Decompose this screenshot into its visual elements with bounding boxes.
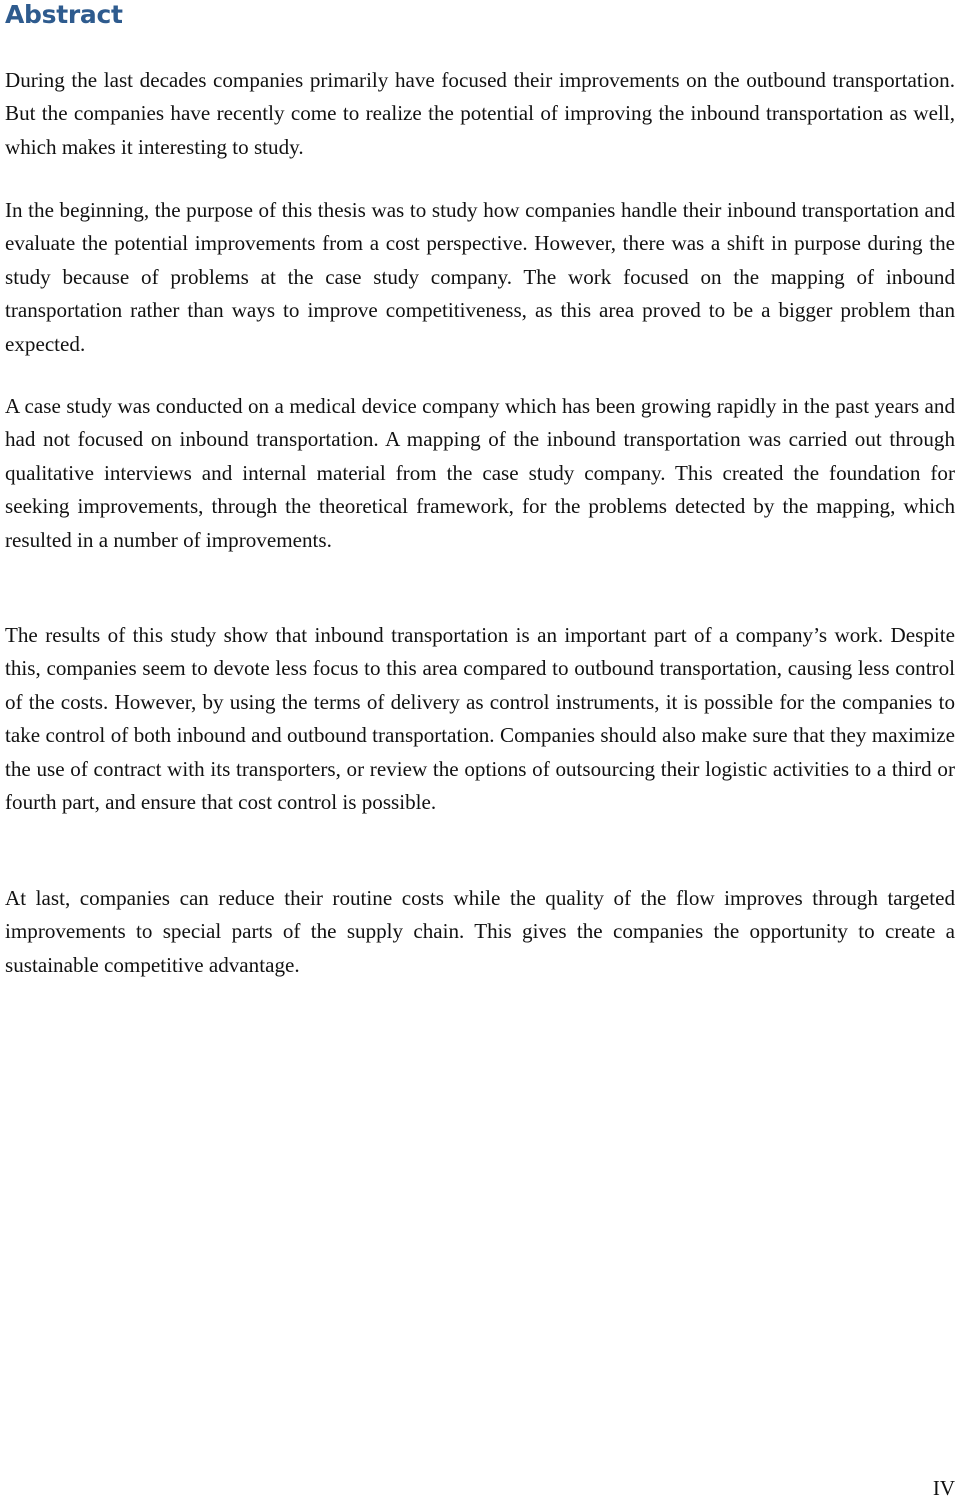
abstract-paragraph-3: A case study was conducted on a medical device company which has been growing rapidly in the past years and had not focused on inbound transportation. A mapping of the inbound transportation was carried out through qualitative interviews and internal material from the case study company. This created the foundation for seeking improvements, through the theoretical framework, for the problems detected by the mapping, which resulted in a number of improvements. [5, 394, 955, 552]
document-page [5, 0, 955, 977]
page-number: IV [932, 1476, 955, 1500]
abstract-paragraph-1: During the last decades companies primarily have focused their improvements on the outbound transportation. But the companies have recently come to realize the potential of improving the inbound transportation as well, which makes it interesting to study. [5, 68, 955, 159]
abstract-paragraph-2: In the beginning, the purpose of this thesis was to study how companies handle their inbound transportation and evaluate the potential improvements from a cost perspective. However, there was a shift in purpose during the study because of problems at the case study company. The work focused on the mapping of inbound transportation rather than ways to improve competitiveness, as this area proved to be a bigger problem than expected. [5, 198, 955, 356]
abstract-paragraph-4: The results of this study show that inbound transportation is an important part of a company’s work. Despite this, companies seem to devote less focus to this area compared to outbound transportation, causing less control of the costs. However, by using the terms of delivery as control instruments, it is possible for the companies to take control of both inbound and outbound transportation. Companies should also make sure that they maximize the use of contract with its transporters, or review the options of outsourcing their logistic activities to a third or fourth part, and ensure that cost control is possible. [5, 623, 955, 815]
abstract-paragraph-5: At last, companies can reduce their routine costs while the quality of the flow improves through targeted improvements to special parts of the supply chain. This gives the companies the opportunity to create a sustainable competitive advantage. [5, 886, 955, 977]
section-heading: Abstract [5, 0, 123, 29]
